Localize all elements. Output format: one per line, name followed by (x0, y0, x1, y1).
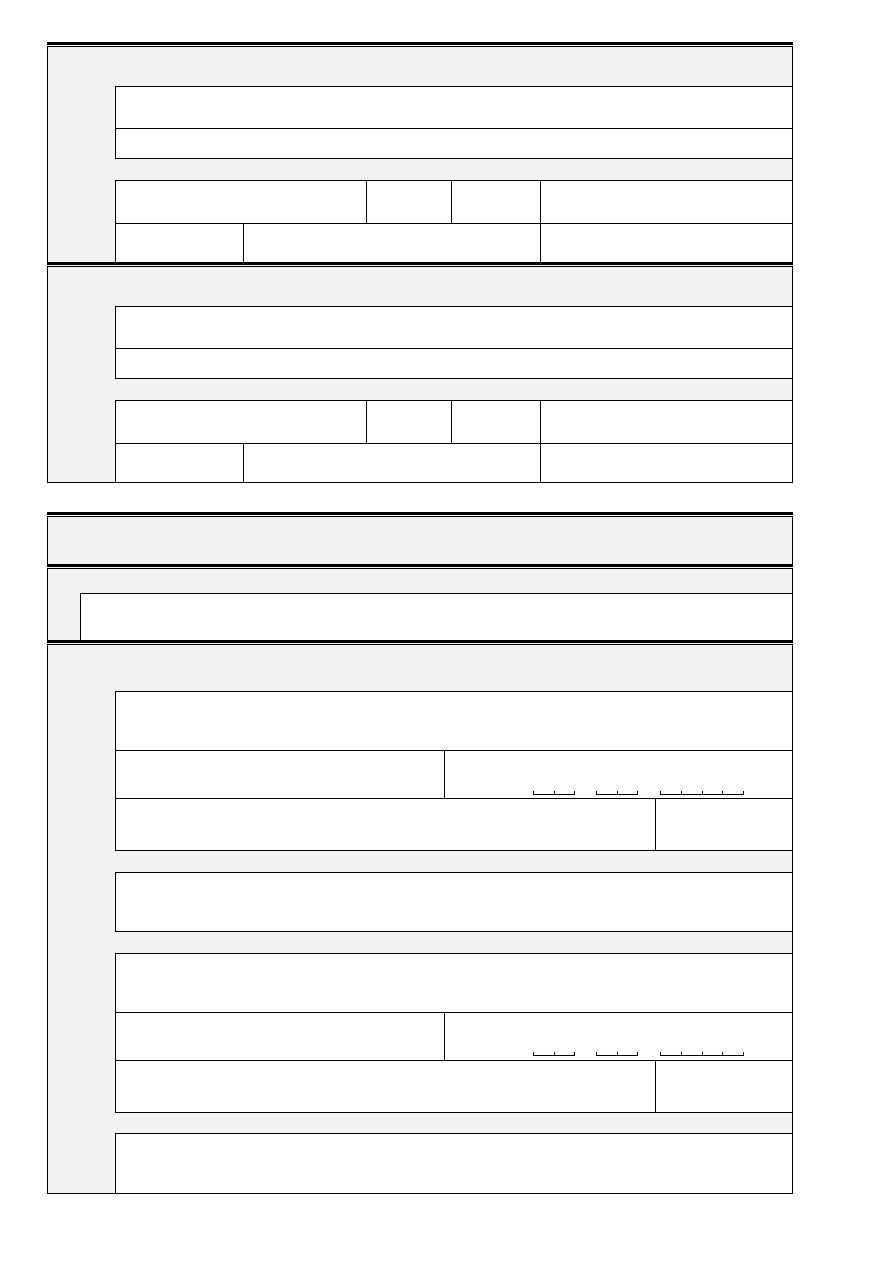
section-2-field-a1[interactable] (115, 306, 793, 349)
section-1-field-c1[interactable] (115, 223, 244, 263)
section-5-field-b4[interactable] (115, 1133, 793, 1194)
section-5-field-a2-left[interactable] (115, 750, 445, 799)
section-1-field-c2[interactable] (243, 223, 541, 263)
section-2-field-c2[interactable] (243, 443, 541, 483)
section-1-field-b2[interactable] (366, 180, 452, 224)
section-1-field-c3[interactable] (540, 223, 793, 263)
date-year-boxes (660, 789, 744, 795)
section-2-field-a2[interactable] (115, 348, 793, 379)
section-5-field-b3-right[interactable] (655, 1060, 793, 1113)
section-5-field-a4[interactable] (115, 872, 793, 932)
section-2-field-b3[interactable] (451, 400, 541, 444)
section-1-field-b1[interactable] (115, 180, 367, 224)
section-5-field-b2-left[interactable] (115, 1012, 445, 1061)
date-day-boxes-2 (533, 1050, 575, 1056)
date-month-boxes (596, 789, 638, 795)
section-2-field-b4[interactable] (540, 400, 793, 444)
section-5-field-a3-left[interactable] (115, 798, 656, 851)
section-5-field-b3-left[interactable] (115, 1060, 656, 1113)
section-2-field-b1[interactable] (115, 400, 367, 444)
section-1-field-a2[interactable] (115, 128, 793, 159)
section-1-field-b4[interactable] (540, 180, 793, 224)
section-2-field-c3[interactable] (540, 443, 793, 483)
section-5-field-a1[interactable] (115, 691, 793, 751)
date-day-boxes (533, 789, 575, 795)
section-4-field[interactable] (80, 593, 793, 641)
section-1-field-b3[interactable] (451, 180, 541, 224)
section-2-field-c1[interactable] (115, 443, 244, 483)
section-3-header-panel (47, 517, 793, 565)
section-5-field-a3-right[interactable] (655, 798, 793, 851)
section-2-field-b2[interactable] (366, 400, 452, 444)
section-1-field-a1[interactable] (115, 86, 793, 129)
date-year-boxes-2 (660, 1050, 744, 1056)
date-month-boxes-2 (596, 1050, 638, 1056)
section-5-field-b1[interactable] (115, 953, 793, 1013)
